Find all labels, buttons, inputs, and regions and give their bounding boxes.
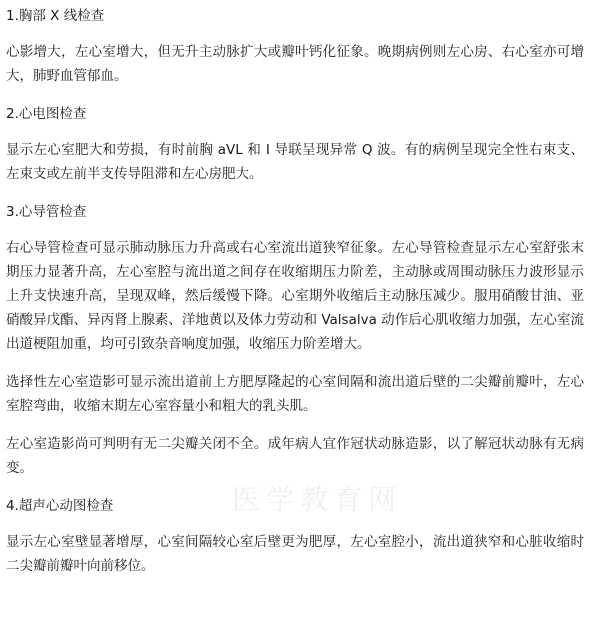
section-paragraph-chest-xray: 心影增大，左心室增大，但无升主动脉扩大或瓣叶钙化征象。晚期病例则左心房、右心室亦可增大，肺野血管郁血。 bbox=[6, 44, 584, 84]
section-heading-catheter: 3.心导管检查 bbox=[6, 204, 87, 220]
watermark-logo: 医学教育网 bbox=[232, 483, 403, 516]
section-heading-ecg: 2.心电图检查 bbox=[6, 106, 87, 122]
section-heading-chest-xray: 1.胸部 X 线检查 bbox=[6, 8, 105, 24]
section-paragraph-echo: 显示左心室壁显著增厚，心室间隔较心室后壁更为肥厚，左心室腔小，流出道狭窄和心脏收缩时二尖瓣前瓣叶向前移位。 bbox=[6, 534, 584, 574]
section-paragraph-catheter-2: 选择性左心室造影可显示流出道前上方肥厚隆起的心室间隔和流出道后壁的二尖瓣前瓣叶，左心室腔弯曲，收缩末期左心室容量小和粗大的乳头肌。 bbox=[6, 374, 584, 414]
section-paragraph-catheter-3: 左心室造影尚可判明有无二尖瓣关闭不全。成年病人宜作冠状动脉造影，以了解冠状动脉有无病变。 bbox=[6, 436, 584, 476]
section-heading-echo: 4.超声心动图检查 bbox=[6, 498, 114, 514]
section-paragraph-catheter-1: 右心导管检查可显示肺动脉压力升高或右心室流出道狭窄征象。左心导管检查显示左心室舒张末期压力显著升高，左心室腔与流出道之间存在收缩期压力阶差，主动脉或周围动脉压力波形显示上升支快速升高，呈现双峰，然后缓慢下降。心室期外收缩后主动脉压减少。服用硝酸甘油、亚硝酸异戊酯、异丙肾上腺素、洋地黄以及体力劳动和 Valsalva 动作后心肌收缩力加强，左心室流出道梗阻加重，均可引致杂音响度加强，收缩压力阶差增大。 bbox=[6, 240, 584, 352]
section-paragraph-ecg: 显示左心室肥大和劳损，有时前胸 aVL 和 I 导联呈现异常 Q 波。有的病例呈现完全性右束支、左束支或左前半支传导阻滞和左心房肥大。 bbox=[6, 142, 584, 182]
